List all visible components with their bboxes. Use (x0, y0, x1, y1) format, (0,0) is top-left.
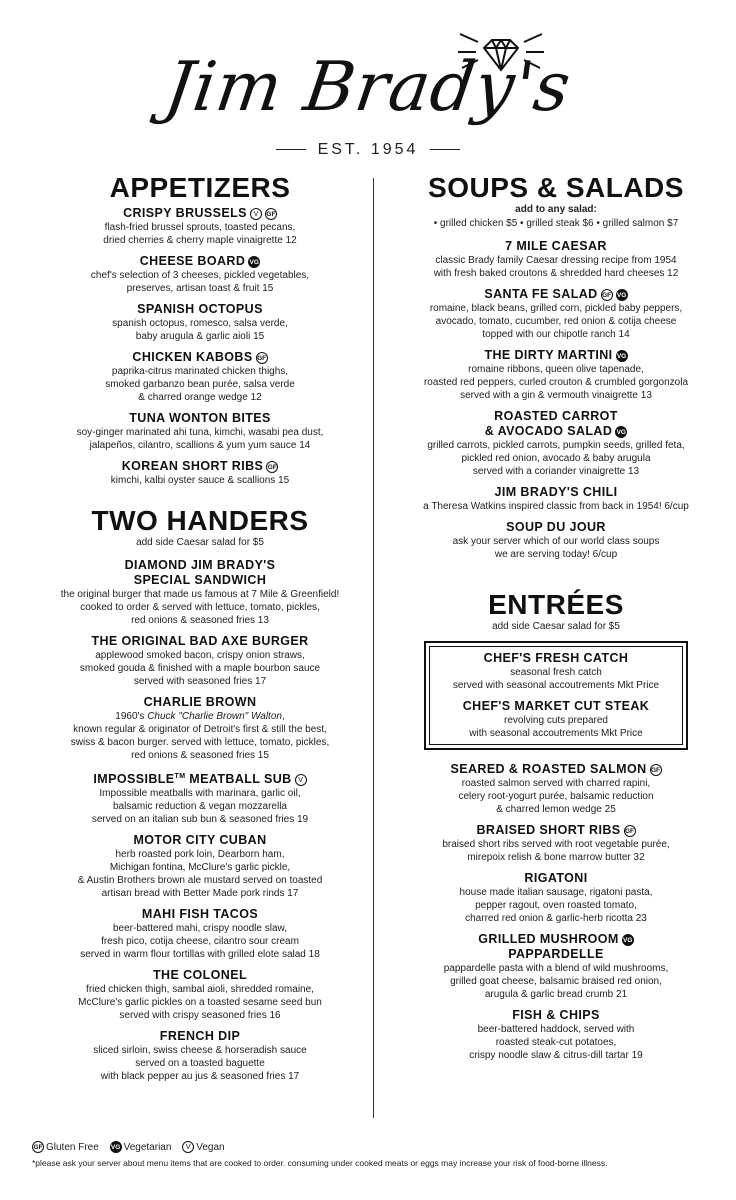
item-name: MOTOR CITY CUBAN (133, 833, 267, 848)
gluten-free-icon: GF (256, 352, 268, 364)
menu-item (18, 1029, 382, 1083)
item-description: the original burger that made us famous at 7 Mile & Greenfield! cooked to order & served with lettuce, tomato, pickles, red onions & seasoned fries 13 (60, 589, 340, 626)
menu-item (18, 968, 382, 1022)
vegan-icon: V (250, 208, 262, 220)
legend-gluten-free: Gluten Free (46, 1142, 99, 1153)
item-description: romaine ribbons, queen olive tapenade, roasted red peppers, curled crouton & crumbled gorgonzola served with a gin & vermouth vinaigrette 13 (423, 364, 689, 401)
menu-item (18, 459, 382, 487)
item-description: 1960's Chuck "Charlie Brown" Walton, known regular & originator of Detroit's first & still the best, swiss & bacon burger. served with lettuce, tomato, pickles, red onions & seasoned fries 15 (70, 711, 330, 761)
item-description: ask your server which of our world class soups we are serving today! 6/cup (452, 536, 660, 560)
divider (276, 149, 306, 150)
legend-vegetarian: Vegetarian (123, 1142, 172, 1153)
menu-item (432, 699, 680, 740)
left-column (18, 172, 382, 1083)
menu-item (386, 485, 726, 513)
two-handers-subtitle: add side Caesar salad for $5 (136, 537, 264, 548)
menu-item (432, 651, 680, 692)
vegetarian-icon: VG (615, 426, 627, 438)
menu-item (386, 871, 726, 925)
menu-item (386, 1008, 726, 1062)
vegetarian-icon: VG (622, 934, 634, 946)
item-name: CHICKEN KABOBS GF (132, 350, 267, 364)
item-description: braised short ribs served with root vegetable purée, mirepoix relish & bone marrow butter 32 (442, 839, 670, 863)
menu-item (386, 239, 726, 280)
menu-item (386, 762, 726, 816)
entrees-title: ENTRÉES (488, 589, 624, 620)
menu-item (18, 302, 382, 343)
item-name: BRAISED SHORT RIBS GF (476, 823, 635, 837)
item-name: THE DIRTY MARTINI VG (484, 348, 627, 362)
item-name: KOREAN SHORT RIBS GF (121, 459, 277, 473)
menu-item (386, 287, 726, 341)
item-name: CHARLIE BROWN (143, 695, 257, 709)
menu-item (386, 520, 726, 561)
item-name: 7 MILE CAESAR (505, 239, 607, 253)
item-description: roasted salmon served with charred rapini, celery root-yogurt purée, balsamic reduction & charred lemon wedge 25 (458, 778, 654, 815)
vegan-icon: V (295, 774, 307, 786)
dietary-legend (32, 1141, 233, 1153)
item-name: JIM BRADY'S CHILI (494, 485, 618, 499)
salad-addons: • grilled chicken $5 • grilled steak $6 • grilled salmon $7 (433, 218, 679, 229)
established-year: EST. 1954 (317, 141, 419, 158)
menu-item (386, 409, 726, 478)
menu-item (18, 833, 382, 900)
divider (430, 149, 460, 150)
menu-item (18, 769, 382, 826)
item-description: kimchi, kalbi oyster sauce & scallions 15 (110, 475, 290, 486)
item-description: sliced sirloin, swiss cheese & horseradish sauce served on a toasted baguette with black pepper au jus & seasoned fries 17 (93, 1045, 307, 1083)
item-name: THE ORIGINAL BAD AXE BURGER (91, 634, 309, 648)
vegetarian-icon: VG (616, 289, 628, 301)
vegetarian-icon: VG (110, 1141, 122, 1153)
gluten-free-icon: GF (32, 1141, 44, 1153)
item-name: CHEF'S MARKET CUT STEAK (462, 699, 650, 713)
item-description: Impossible meatballs with marinara, garlic oil, balsamic reduction & vegan mozzarella served on an italian sub bun & seasoned fries 19 (91, 788, 309, 826)
item-description: fried chicken thigh, sambal aioli, shredded romaine, McClure's garlic pickles on a toasted sesame seed bun served with crispy seasoned fries 16 (78, 984, 322, 1022)
gluten-free-icon: GF (265, 208, 277, 220)
item-description: grilled carrots, pickled carrots, pumpkin seeds, grilled feta, pickled red onion, avocado & baby arugula served with a coriander vinaigrette 13 (427, 440, 685, 477)
item-description: romaine, black beans, grilled corn, pickled baby peppers, avocado, tomato, cucumber, red onion & cotija cheese topped with our chipotle ranch 14 (429, 303, 683, 340)
item-name: RIGATONI (524, 871, 588, 885)
item-name: SOUP DU JOUR (506, 520, 606, 534)
vegetarian-icon: VG (248, 256, 260, 268)
item-name: SEARED & ROASTED SALMON GF (450, 762, 661, 776)
appetizers-title: APPETIZERS (109, 172, 291, 203)
gluten-free-icon: GF (266, 461, 278, 473)
item-name: CHEESE BOARD VG (139, 254, 259, 268)
item-name: CHEF'S FRESH CATCH (483, 651, 629, 665)
entrees-subtitle: add side Caesar salad for $5 (492, 621, 620, 632)
item-name: ROASTED CARROT & AVOCADO SALAD VG (484, 409, 626, 438)
menu-item (18, 907, 382, 961)
item-description: flash-fried brussel sprouts, toasted pecans, dried cherries & cherry maple vinaigrette 12 (103, 222, 297, 246)
item-name: GRILLED MUSHROOM VG PAPPARDELLE (478, 932, 633, 961)
item-name: MAHI FISH TACOS (141, 907, 259, 922)
item-description: applewood smoked bacon, crispy onion straws, smoked gouda & finished with a maple bourbon sauce served with seasoned fries 17 (79, 650, 321, 687)
item-name: TUNA WONTON BITES (129, 411, 271, 425)
item-description: revolving cuts prepared with seasonal accoutrements Mkt Price (469, 715, 643, 739)
item-name: SANTA FE SALAD GF VG (484, 287, 627, 301)
menu-item (386, 348, 726, 402)
food-safety-disclaimer: *please ask your server about menu items that are cooked to order. consuming under cooked meats or eggs may increase your risk of food-borne illness. (32, 1158, 608, 1168)
menu-item (18, 411, 382, 452)
gluten-free-icon: GF (650, 764, 662, 776)
menu-item (386, 823, 726, 864)
established-line (0, 141, 736, 159)
menu-item (18, 634, 382, 688)
item-description: a Theresa Watkins inspired classic from back in 1954! 6/cup (423, 501, 689, 512)
vegan-icon: V (182, 1141, 194, 1153)
item-name: FISH & CHIPS (512, 1008, 600, 1022)
item-description: soy-ginger marinated ahi tuna, kimchi, wasabi pea dust, jalapeños, cilantro, scallions & yum yum sauce 14 (76, 427, 324, 451)
menu-item (18, 350, 382, 404)
soups-salads-title: SOUPS & SALADS (428, 172, 684, 203)
item-description: pappardelle pasta with a blend of wild mushrooms, grilled goat cheese, balsamic braised red onion, arugula & garlic bread crumb 21 (443, 963, 669, 1000)
item-description: beer-battered mahi, crispy noodle slaw, fresh pico, cotija cheese, cilantro sour cream served in warm flour tortillas with grilled elote salad 18 (80, 923, 320, 961)
item-name: FRENCH DIP (159, 1029, 241, 1044)
item-name: CRISPY BRUSSELS V GF (123, 206, 276, 220)
item-name: SPANISH OCTOPUS (137, 302, 263, 316)
item-name: DIAMOND JIM BRADY'S SPECIAL SANDWICH (124, 558, 276, 587)
item-name: THE COLONEL (153, 968, 247, 983)
gluten-free-icon: GF (624, 825, 636, 837)
menu-item (18, 254, 382, 295)
gluten-free-icon: GF (601, 289, 613, 301)
featured-entrees-box (424, 641, 688, 750)
menu-item (386, 932, 726, 1001)
item-description: beer-battered haddock, served with roasted steak-cut potatoes, crispy noodle slaw & citrus-dill tartar 19 (469, 1024, 643, 1061)
right-column (386, 172, 726, 1062)
logo-name: Jim Brady's (160, 48, 576, 127)
item-description: seasonal fresh catch served with seasonal accoutrements Mkt Price (452, 667, 660, 691)
two-handers-title: TWO HANDERS (91, 505, 309, 536)
item-description: paprika-citrus marinated chicken thighs, smoked garbanzo bean purée, salsa verde & charred orange wedge 12 (105, 366, 295, 403)
item-description: house made italian sausage, rigatoni pasta, pepper ragout, oven roasted tomato, charred red onion & garlic-herb ricotta 23 (459, 887, 653, 924)
restaurant-logo (0, 0, 736, 170)
menu-item (18, 206, 382, 247)
soups-salads-subtitle: add to any salad: (515, 204, 597, 215)
item-description: spanish octopus, romesco, salsa verde, baby arugula & garlic aioli 15 (112, 318, 288, 342)
item-name: IMPOSSIBLE™ MEATBALL SUB V (18, 769, 382, 787)
legend-vegan: Vegan (196, 1142, 225, 1153)
item-description: herb roasted pork loin, Dearborn ham, Michigan fontina, McClure's garlic pickle, & Austin Brothers brown ale mustard served on toasted artisan bread with Better Made pork rinds 17 (77, 849, 323, 900)
item-description: chef's selection of 3 cheeses, pickled vegetables, preserves, artisan toast & fruit 15 (90, 270, 310, 294)
vegetarian-icon: VG (616, 350, 628, 362)
menu-item (18, 695, 382, 762)
item-description: classic Brady family Caesar dressing recipe from 1954 with fresh baked croutons & shredded hard cheeses 12 (433, 255, 679, 279)
menu-item (18, 558, 382, 627)
